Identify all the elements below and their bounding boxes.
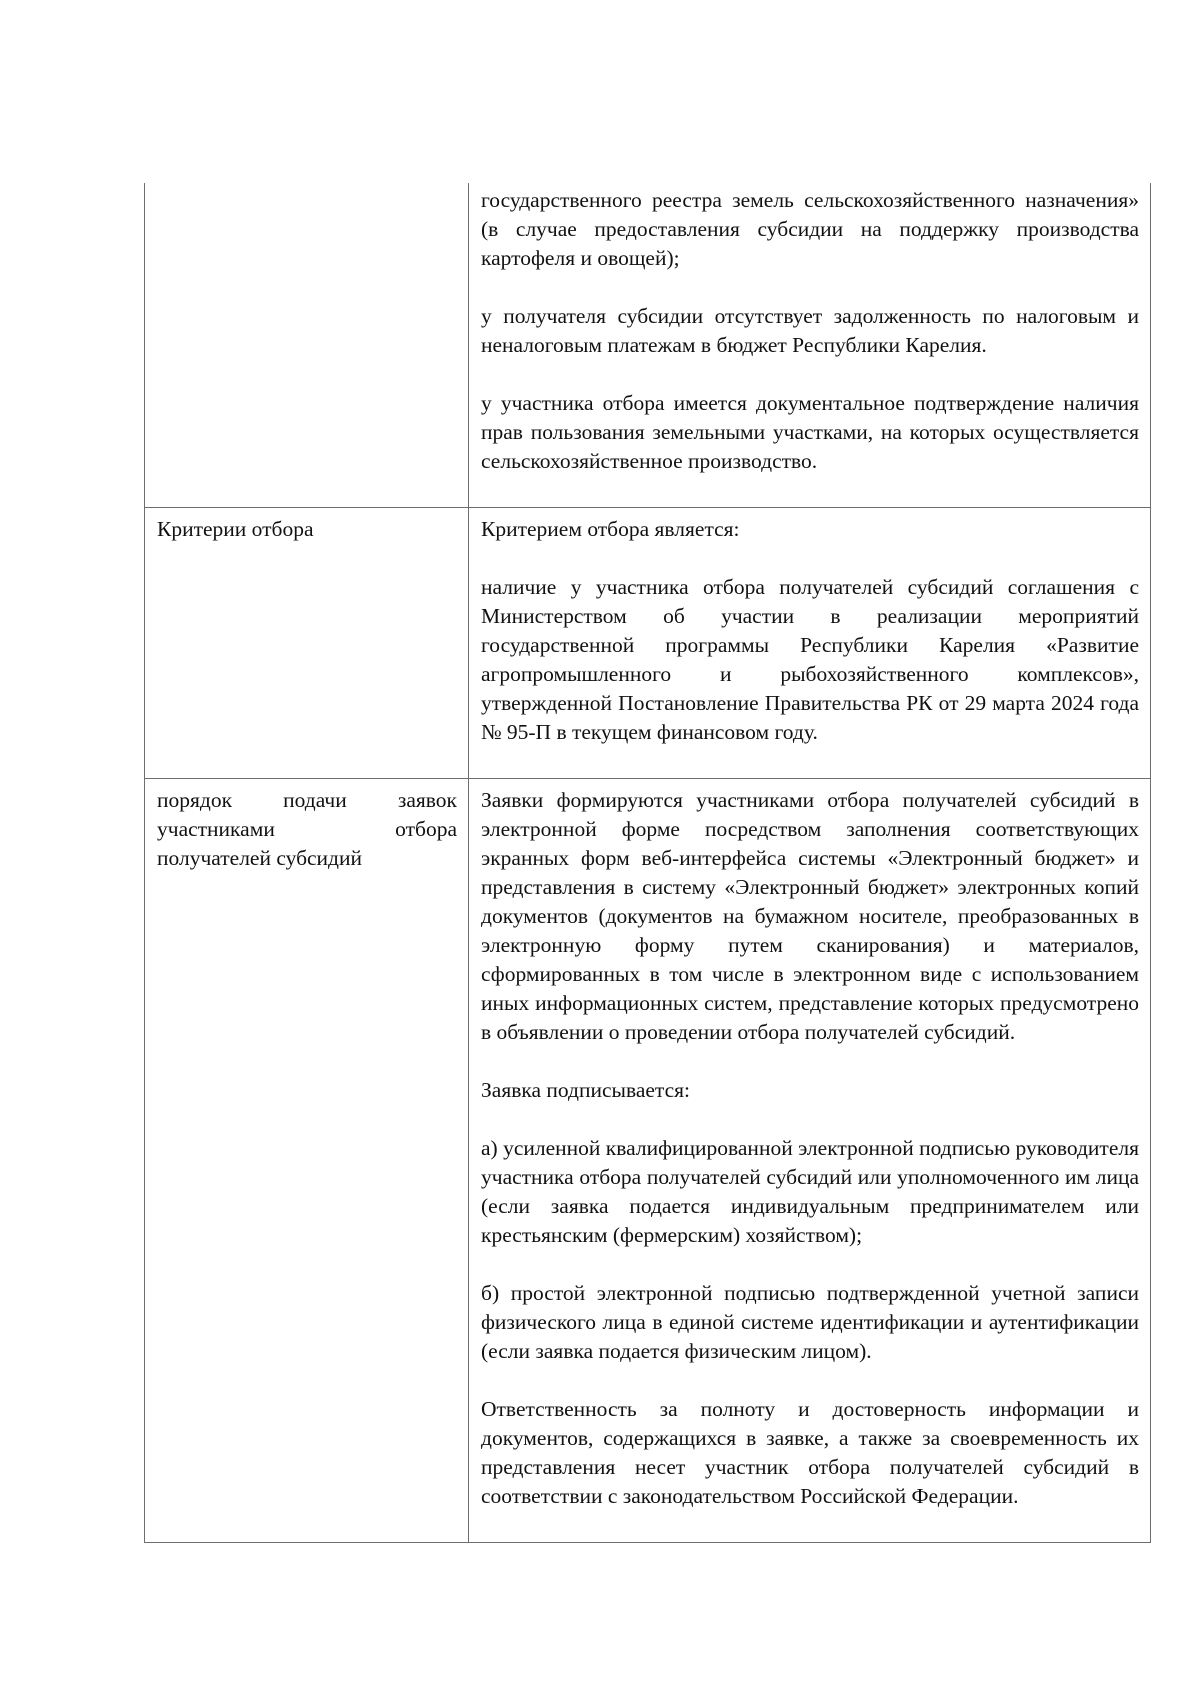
paragraph: Заявка подписывается: — [481, 1078, 690, 1102]
row-label-cell — [145, 183, 469, 508]
paragraph: Заявки формируются участниками отбора получателей субсидий в электронной форме посредством заполнения соответствующих экранных форм веб-интерфейса системы «Электронный бюджет» и представления в систему «Электронный бюджет» электронных копий документов (документов на бумажном носителе, преобразованных в электронную форму путем сканирования) и материалов, сформированных в том числе в электронном виде с использованием иных информационных систем, представление которых предусмотрено в объявлении о проведении отбора получателей субсидий. — [481, 788, 1139, 1044]
row-label: порядок подачи заявок участниками отбора получателей субсидий — [157, 788, 457, 870]
row-label-cell — [145, 779, 469, 1543]
paragraph: Критерием отбора является: — [481, 517, 740, 541]
paragraph: Ответственность за полноту и достоверность информации и документов, содержащихся в заявке, а также за своевременность их представления несет участник отбора получателей субсидий в соответствии с законодательством Российской Федерации. — [481, 1397, 1139, 1508]
table-row — [145, 779, 1151, 1543]
row-label-cell — [145, 508, 469, 779]
table-row — [145, 508, 1151, 779]
row-content-cell — [469, 779, 1151, 1543]
table-row — [145, 183, 1151, 508]
requirements-table — [144, 183, 1151, 1543]
row-label: Критерии отбора — [157, 517, 314, 541]
paragraph: наличие у участника отбора получателей субсидий соглашения с Министерством об участии в реализации мероприятий государственной программы Республики Карелия «Развитие агропромышленного и рыбохозяйственного комплексов», утвержденной Постановление Правительства РК от 29 марта 2024 года № 95-П в текущем финансовом году. — [481, 575, 1139, 744]
paragraph: у участника отбора имеется документальное подтверждение наличия прав пользования земельными участками, на которых осуществляется сельскохозяйственное производство. — [481, 391, 1139, 473]
row-content-cell — [469, 183, 1151, 508]
paragraph: а) усиленной квалифицированной электронной подписью руководителя участника отбора получателей субсидий или уполномоченного им лица (если заявка подается индивидуальным предпринимателем или крестьянским (фермерским) хозяйством); — [481, 1136, 1139, 1247]
paragraph: государственного реестра земель сельскохозяйственного назначения» (в случае предоставления субсидии на поддержку производства картофеля и овощей); — [481, 188, 1139, 270]
paragraph: у получателя субсидии отсутствует задолженность по налоговым и неналоговым платежам в бюджет Республики Карелия. — [481, 304, 1139, 357]
row-content-cell — [469, 508, 1151, 779]
paragraph: б) простой электронной подписью подтвержденной учетной записи физического лица в единой системе идентификации и аутентификации (если заявка подается физическим лицом). — [481, 1281, 1139, 1363]
